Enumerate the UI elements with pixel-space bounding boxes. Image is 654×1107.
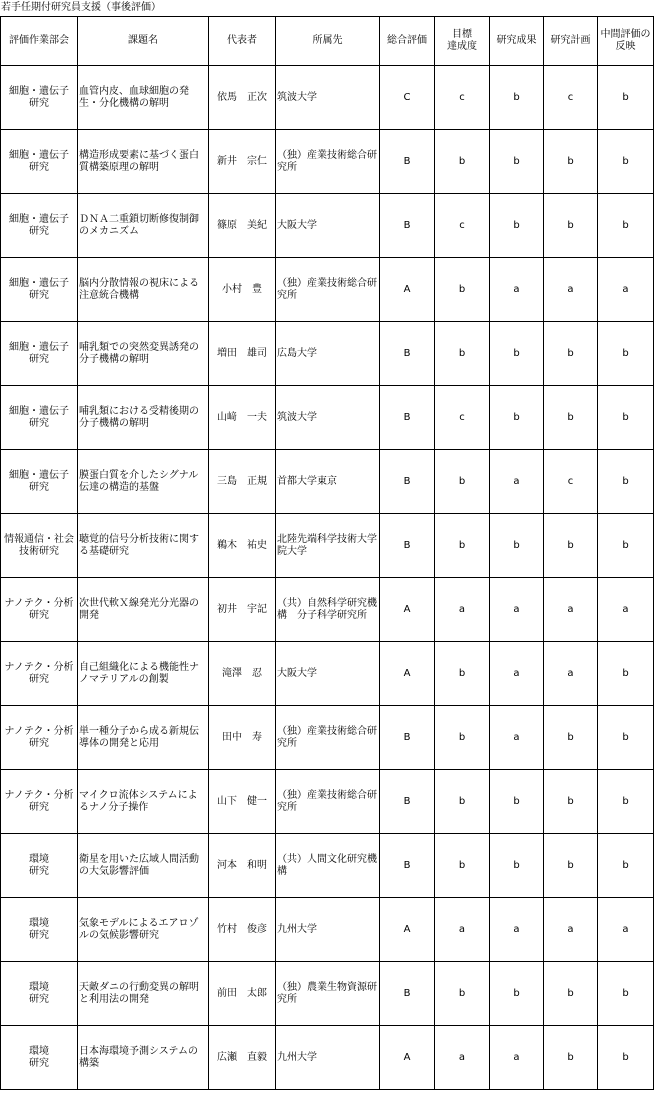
achievement-grade-cell: b xyxy=(435,322,490,386)
table-row xyxy=(1,962,654,1026)
plan-grade-cell: b xyxy=(544,194,598,258)
subject-cell: 膜蛋白質を介したシグナル伝達の構造的基盤 xyxy=(78,450,209,514)
representative-cell: 滝澤 忍 xyxy=(209,642,276,706)
overall-grade-cell: B xyxy=(380,962,435,1026)
achievement-grade-cell: a xyxy=(435,578,490,642)
subject-cell: 日本海環境予測システムの構築 xyxy=(78,1026,209,1090)
reflection-grade-cell: a xyxy=(598,898,654,962)
representative-cell: 増田 雄司 xyxy=(209,322,276,386)
table-header xyxy=(1,17,654,66)
table-row xyxy=(1,194,654,258)
overall-grade-cell: C xyxy=(380,66,435,130)
affiliation-cell: （共）人間文化研究機構 xyxy=(276,834,380,898)
representative-cell: 三島 正規 xyxy=(209,450,276,514)
plan-grade-cell: b xyxy=(544,1026,598,1090)
achievement-grade-cell: b xyxy=(435,834,490,898)
affiliation-cell: 筑波大学 xyxy=(276,386,380,450)
reflection-grade-cell: b xyxy=(598,386,654,450)
results-grade-cell: b xyxy=(490,962,544,1026)
overall-grade-cell: B xyxy=(380,322,435,386)
plan-grade-cell: a xyxy=(544,578,598,642)
results-grade-cell: b xyxy=(490,386,544,450)
plan-grade-cell: b xyxy=(544,386,598,450)
reflection-grade-cell: b xyxy=(598,514,654,578)
subject-cell: 衛星を用いた広域人間活動の大気影響評価 xyxy=(78,834,209,898)
document-title: 若手任期付研究員支援（事後評価） xyxy=(1,2,161,13)
subject-cell: 気象モデルによるエアロゾルの気候影響研究 xyxy=(78,898,209,962)
affiliation-cell: 大阪大学 xyxy=(276,642,380,706)
header-plan: 研究計画 xyxy=(544,17,598,66)
results-grade-cell: b xyxy=(490,66,544,130)
achievement-grade-cell: b xyxy=(435,130,490,194)
header-division: 評価作業部会 xyxy=(1,17,78,66)
results-grade-cell: a xyxy=(490,578,544,642)
results-grade-cell: b xyxy=(490,770,544,834)
reflection-grade-cell: b xyxy=(598,66,654,130)
affiliation-cell: （独）産業技術総合研究所 xyxy=(276,130,380,194)
overall-grade-cell: A xyxy=(380,1026,435,1090)
affiliation-cell: （独）農業生物資源研究所 xyxy=(276,962,380,1026)
overall-grade-cell: A xyxy=(380,578,435,642)
division-cell: 細胞・遺伝子 研究 xyxy=(1,386,78,450)
plan-grade-cell: b xyxy=(544,706,598,770)
achievement-grade-cell: c xyxy=(435,66,490,130)
achievement-grade-cell: b xyxy=(435,770,490,834)
reflection-grade-cell: b xyxy=(598,706,654,770)
results-grade-cell: a xyxy=(490,1026,544,1090)
division-cell: ナノテク・分析 研究 xyxy=(1,770,78,834)
affiliation-cell: 北陸先端科学技術大学院大学 xyxy=(276,514,380,578)
plan-grade-cell: c xyxy=(544,66,598,130)
table-row xyxy=(1,642,654,706)
reflection-grade-cell: b xyxy=(598,770,654,834)
representative-cell: 篠原 美紀 xyxy=(209,194,276,258)
plan-grade-cell: b xyxy=(544,130,598,194)
division-cell: ナノテク・分析 研究 xyxy=(1,578,78,642)
table-row xyxy=(1,322,654,386)
achievement-grade-cell: b xyxy=(435,450,490,514)
header-results: 研究成果 xyxy=(490,17,544,66)
affiliation-cell: 筑波大学 xyxy=(276,66,380,130)
achievement-grade-cell: c xyxy=(435,194,490,258)
subject-cell: 聴覚的信号分析技術に関する基礎研究 xyxy=(78,514,209,578)
reflection-grade-cell: b xyxy=(598,962,654,1026)
affiliation-cell: 広島大学 xyxy=(276,322,380,386)
header-subject: 課題名 xyxy=(78,17,209,66)
subject-cell: 哺乳類における受精後期の分子機構の解明 xyxy=(78,386,209,450)
division-cell: ナノテク・分析 研究 xyxy=(1,706,78,770)
division-cell: 細胞・遺伝子 研究 xyxy=(1,258,78,322)
division-cell: 情報通信・社会 技術研究 xyxy=(1,514,78,578)
plan-grade-cell: a xyxy=(544,642,598,706)
affiliation-cell: （独）産業技術総合研究所 xyxy=(276,258,380,322)
representative-cell: 竹村 俊彦 xyxy=(209,898,276,962)
header-reflection: 中間評価の 反映 xyxy=(598,17,654,66)
results-grade-cell: b xyxy=(490,130,544,194)
subject-cell: 血管内皮、血球細胞の発生・分化機構の解明 xyxy=(78,66,209,130)
achievement-grade-cell: b xyxy=(435,962,490,1026)
header-representative: 代表者 xyxy=(209,17,276,66)
reflection-grade-cell: b xyxy=(598,642,654,706)
representative-cell: 河本 和明 xyxy=(209,834,276,898)
affiliation-cell: （独）産業技術総合研究所 xyxy=(276,706,380,770)
results-grade-cell: b xyxy=(490,322,544,386)
plan-grade-cell: b xyxy=(544,322,598,386)
table-row xyxy=(1,1026,654,1090)
overall-grade-cell: B xyxy=(380,514,435,578)
subject-cell: 天敵ダニの行動変異の解明と利用法の開発 xyxy=(78,962,209,1026)
representative-cell: 田中 寿 xyxy=(209,706,276,770)
subject-cell: 構造形成要素に基づく蛋白質構築原理の解明 xyxy=(78,130,209,194)
affiliation-cell: （独）産業技術総合研究所 xyxy=(276,770,380,834)
reflection-grade-cell: b xyxy=(598,834,654,898)
evaluation-table xyxy=(0,16,654,1090)
subject-cell: 哺乳類での突然変異誘発の分子機構の解明 xyxy=(78,322,209,386)
plan-grade-cell: c xyxy=(544,450,598,514)
results-grade-cell: a xyxy=(490,898,544,962)
reflection-grade-cell: b xyxy=(598,1026,654,1090)
table-row xyxy=(1,898,654,962)
plan-grade-cell: a xyxy=(544,898,598,962)
division-cell: 細胞・遺伝子 研究 xyxy=(1,66,78,130)
reflection-grade-cell: a xyxy=(598,578,654,642)
table-row xyxy=(1,258,654,322)
table-body xyxy=(1,66,654,1090)
table-row xyxy=(1,386,654,450)
results-grade-cell: b xyxy=(490,514,544,578)
representative-cell: 鵜木 祐史 xyxy=(209,514,276,578)
results-grade-cell: a xyxy=(490,450,544,514)
achievement-grade-cell: a xyxy=(435,1026,490,1090)
results-grade-cell: a xyxy=(490,258,544,322)
affiliation-cell: 大阪大学 xyxy=(276,194,380,258)
overall-grade-cell: A xyxy=(380,258,435,322)
table-row xyxy=(1,578,654,642)
table-row xyxy=(1,834,654,898)
achievement-grade-cell: b xyxy=(435,258,490,322)
plan-grade-cell: a xyxy=(544,258,598,322)
division-cell: 細胞・遺伝子 研究 xyxy=(1,194,78,258)
reflection-grade-cell: b xyxy=(598,450,654,514)
division-cell: 細胞・遺伝子 研究 xyxy=(1,130,78,194)
subject-cell: 次世代軟Ｘ線発光分光器の開発 xyxy=(78,578,209,642)
subject-cell: 自己組織化による機能性ナノマテリアルの創製 xyxy=(78,642,209,706)
division-cell: 細胞・遺伝子 研究 xyxy=(1,322,78,386)
division-cell: 環境 研究 xyxy=(1,898,78,962)
overall-grade-cell: B xyxy=(380,130,435,194)
overall-grade-cell: B xyxy=(380,834,435,898)
table-row xyxy=(1,706,654,770)
results-grade-cell: b xyxy=(490,834,544,898)
table-row xyxy=(1,514,654,578)
header-row xyxy=(1,17,654,66)
reflection-grade-cell: b xyxy=(598,130,654,194)
achievement-grade-cell: b xyxy=(435,642,490,706)
overall-grade-cell: B xyxy=(380,706,435,770)
division-cell: 細胞・遺伝子 研究 xyxy=(1,450,78,514)
affiliation-cell: 首都大学東京 xyxy=(276,450,380,514)
division-cell: 環境 研究 xyxy=(1,1026,78,1090)
results-grade-cell: a xyxy=(490,642,544,706)
overall-grade-cell: B xyxy=(380,194,435,258)
overall-grade-cell: A xyxy=(380,642,435,706)
achievement-grade-cell: a xyxy=(435,898,490,962)
header-overall: 総合評価 xyxy=(380,17,435,66)
overall-grade-cell: B xyxy=(380,450,435,514)
overall-grade-cell: B xyxy=(380,386,435,450)
reflection-grade-cell: b xyxy=(598,194,654,258)
table-row xyxy=(1,130,654,194)
results-grade-cell: a xyxy=(490,706,544,770)
representative-cell: 依馬 正次 xyxy=(209,66,276,130)
overall-grade-cell: A xyxy=(380,898,435,962)
representative-cell: 山﨑 一夫 xyxy=(209,386,276,450)
representative-cell: 山下 健一 xyxy=(209,770,276,834)
plan-grade-cell: b xyxy=(544,514,598,578)
results-grade-cell: b xyxy=(490,194,544,258)
table-row xyxy=(1,66,654,130)
subject-cell: マイクロ流体システムによるナノ分子操作 xyxy=(78,770,209,834)
representative-cell: 広瀬 直毅 xyxy=(209,1026,276,1090)
division-cell: 環境 研究 xyxy=(1,962,78,1026)
representative-cell: 初井 宇記 xyxy=(209,578,276,642)
affiliation-cell: 九州大学 xyxy=(276,898,380,962)
division-cell: ナノテク・分析 研究 xyxy=(1,642,78,706)
plan-grade-cell: b xyxy=(544,770,598,834)
subject-cell: ＤＮＡ二重鎖切断修復制御のメカニズム xyxy=(78,194,209,258)
overall-grade-cell: B xyxy=(380,770,435,834)
achievement-grade-cell: b xyxy=(435,514,490,578)
affiliation-cell: 九州大学 xyxy=(276,1026,380,1090)
plan-grade-cell: b xyxy=(544,834,598,898)
plan-grade-cell: b xyxy=(544,962,598,1026)
representative-cell: 小村 豊 xyxy=(209,258,276,322)
header-achievement: 目標 達成度 xyxy=(435,17,490,66)
table-row xyxy=(1,450,654,514)
header-affiliation: 所属先 xyxy=(276,17,380,66)
affiliation-cell: （共）自然科学研究機構 分子科学研究所 xyxy=(276,578,380,642)
table-row xyxy=(1,770,654,834)
subject-cell: 単一種分子から成る新規伝導体の開発と応用 xyxy=(78,706,209,770)
reflection-grade-cell: a xyxy=(598,258,654,322)
representative-cell: 前田 太郎 xyxy=(209,962,276,1026)
reflection-grade-cell: b xyxy=(598,322,654,386)
representative-cell: 新井 宗仁 xyxy=(209,130,276,194)
achievement-grade-cell: b xyxy=(435,706,490,770)
subject-cell: 脳内分散情報の視床による注意統合機構 xyxy=(78,258,209,322)
division-cell: 環境 研究 xyxy=(1,834,78,898)
achievement-grade-cell: c xyxy=(435,386,490,450)
